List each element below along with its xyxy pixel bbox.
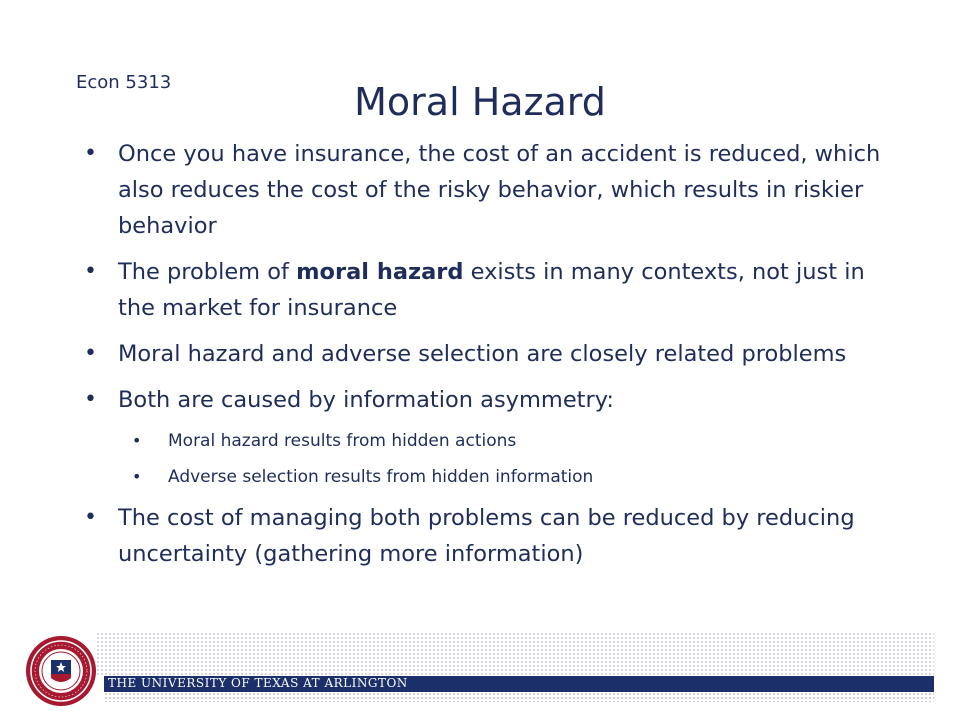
bullet-2-bold-term: moral hazard [296,259,464,285]
university-name: THE UNIVERSITY OF TEXAS AT ARLINGTON [108,676,408,690]
bullet-1: • Once you have insurance, the cost of an accident is reduced, which also reduces the cost of the risky behavior, which results in riskier behavior [84,136,884,244]
bullet-4: • Both are caused by information asymmetry: [84,382,884,418]
slide-title: Moral Hazard [354,80,606,124]
university-banner [104,676,934,692]
sub-bullet-2: • Adverse selection results from hidden information [84,464,884,490]
bullet-3: • Moral hazard and adverse selection are closely related problems [84,336,884,372]
bullet-2 [84,254,884,326]
slide-content [84,136,884,582]
university-seal-icon [24,634,98,708]
bullet-5: • The cost of managing both problems can be reduced by reducing uncertainty (gathering more information) [84,500,884,572]
sub-bullet-1: • Moral hazard results from hidden actions [84,428,884,454]
bullet-2-post: exists in many contexts, not just in the market for insurance [118,259,865,321]
bullet-2-pre: The problem of [118,259,297,285]
footer-dot-pattern [96,632,934,676]
course-label: Econ 5313 [76,72,172,93]
footer [0,628,960,720]
footer-dot-pattern-lower [104,692,934,702]
